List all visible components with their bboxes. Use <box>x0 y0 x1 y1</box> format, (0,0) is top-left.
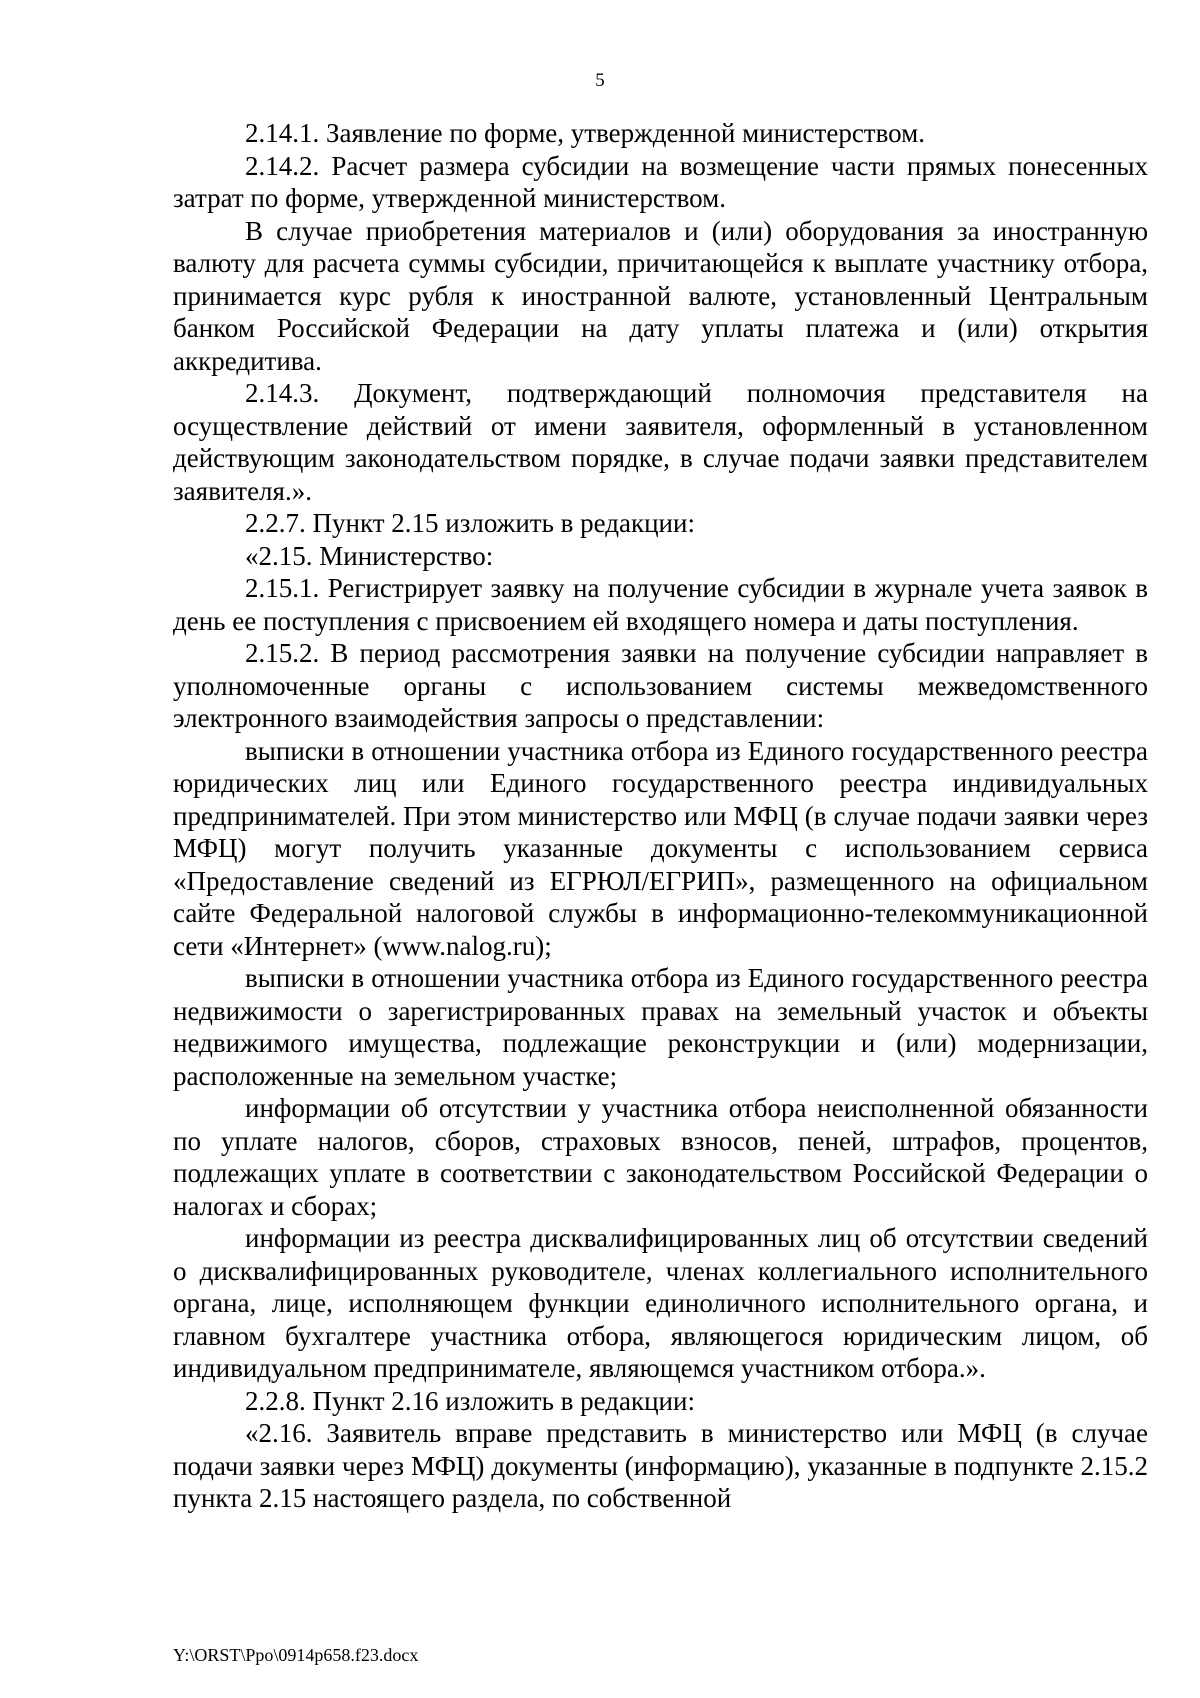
paragraph-egrn-extract: выписки в отношении участника отбора из Единого государственного реестра недвижимости о зарегистрированных правах на земельный участок и объекты недвижимого имущества, подлежащие реконструкции и (или) модернизации, расположенные на земельном участке; <box>173 963 1148 1091</box>
paragraph-2-15-1: 2.15.1. Регистрирует заявку на получение субсидии в журнале учета заявок в день ее поступления с присвоением ей входящего номера и даты поступления. <box>173 573 1148 636</box>
paragraph-2-2-7: 2.2.7. Пункт 2.15 изложить в редакции: <box>245 508 695 538</box>
footer-file-path: Y:\ORST\Ppo\0914p658.f23.docx <box>173 1645 419 1665</box>
paragraph-2-2-8: 2.2.8. Пункт 2.16 изложить в редакции: <box>245 1385 695 1416</box>
paragraph-egrul-extract: выписки в отношении участника отбора из Единого государственного реестра юридических лиц или Единого государственного реестра индивидуальных предпринимателей. При этом министерство или МФЦ (в случае подачи заявки через МФЦ) могут получить указанные документы с использованием сервиса «Предоставление сведений из ЕГРЮЛ/ЕГРИП», размещенного на официальном сайте Федеральной налоговой службы в информационно-телекоммуникационной сети «Интернет» (www.nalog.ru); <box>173 735 1148 961</box>
paragraph-currency-rate: В случае приобретения материалов и (или) оборудования за иностранную валюту для расчета суммы субсидии, причитающейся к выплате участнику отбора, принимается курс рубля к иностранной валюте, установленный Центральным банком Российской Федерации на дату уплаты платежа и (или) открытия аккредитива. <box>173 215 1148 376</box>
paragraph-disqualified-registry: информации из реестра дисквалифицированных лиц об отсутствии сведений о дисквалифицированных руководителе, членах коллегиального исполнительного органа, лице, исполняющем функции единоличного исполнительного органа, и главном бухгалтере участника отбора, являющегося юридическим лицом, об индивидуальном предпринимателе, являющемся участником отбора.». <box>173 1223 1148 1383</box>
document-body <box>173 117 1148 1515</box>
paragraph-2-14-3: 2.14.3. Документ, подтверждающий полномочия представителя на осуществление действий от имени заявителя, оформленный в установленном действующим законодательством порядке, в случае подачи заявки представителем заявителя.». <box>173 378 1148 506</box>
paragraph-2-14-2: 2.14.2. Расчет размера субсидии на возмещение части прямых понесенных затрат по форме, утвержденной министерством. <box>173 150 1148 213</box>
paragraph-2-15: «2.15. Министерство: <box>245 540 494 571</box>
page-number: 5 <box>595 70 605 91</box>
paragraph-2-15-2: 2.15.2. В период рассмотрения заявки на получение субсидии направляет в уполномоченные органы с использованием системы межведомственного электронного взаимодействия запросы о представлении: <box>173 638 1148 733</box>
paragraph-2-16: «2.16. Заявитель вправе представить в министерство или МФЦ (в случае подачи заявки через МФЦ) документы (информацию), указанные в подпункте 2.15.2 пункта 2.15 настоящего раздела, по собственной <box>173 1418 1148 1513</box>
paragraph-2-14-1: 2.14.1. Заявление по форме, утвержденной министерством. <box>245 118 925 148</box>
paragraph-tax-info: информации об отсутствии у участника отбора неисполненной обязанности по уплате налогов, сборов, страховых взносов, пеней, штрафов, процентов, подлежащих уплате в соответствии с законодательством Российской Федерации о налогах и сборах; <box>173 1093 1148 1221</box>
